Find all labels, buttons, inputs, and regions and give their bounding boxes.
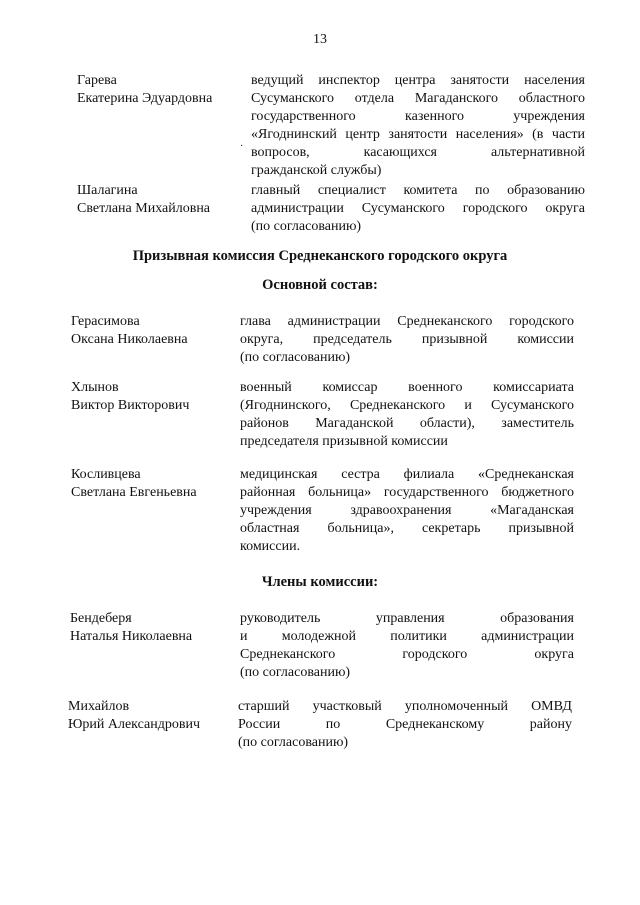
member-given-names: Светлана Евгеньевна bbox=[71, 485, 197, 500]
role-line: и молодежной политики администрации bbox=[240, 629, 574, 644]
member-given-names: Оксана Николаевна bbox=[71, 332, 188, 347]
commission-title: Призывная комиссия Среднеканского городского округа bbox=[132, 248, 508, 264]
member-surname: Шалагина bbox=[77, 183, 138, 198]
role-line: вопросов, касающихся альтернативной bbox=[251, 145, 585, 160]
member-surname: Хлынов bbox=[71, 380, 119, 395]
member-name bbox=[71, 313, 246, 349]
member-given-names: Екатерина Эдуардовна bbox=[77, 91, 213, 106]
member-surname: Михайлов bbox=[68, 699, 130, 714]
member-surname: Гарева bbox=[77, 73, 117, 88]
member-role bbox=[238, 698, 572, 752]
role-line: старший участковый уполномоченный ОМВД bbox=[238, 699, 572, 714]
member-entry bbox=[68, 698, 573, 754]
role-line: районная больница» государственного бюджетного bbox=[240, 485, 574, 500]
role-line: районов Магаданской области), заместитель bbox=[240, 416, 574, 431]
role-line: (по согласованию) bbox=[240, 665, 351, 680]
member-surname: Косливцева bbox=[71, 467, 141, 482]
role-line: комиссии. bbox=[240, 539, 301, 554]
member-name bbox=[68, 698, 243, 734]
member-entry bbox=[77, 72, 585, 182]
role-line: (Ягоднинского, Среднеканского и Сусуманского bbox=[240, 398, 574, 413]
member-given-names: Наталья Николаевна bbox=[70, 629, 193, 644]
member-name bbox=[71, 466, 246, 502]
role-line: главный специалист комитета по образованию bbox=[251, 183, 585, 198]
member-surname: Бендеберя bbox=[70, 611, 132, 626]
role-line: округа, председатель призывной комиссии bbox=[240, 332, 574, 347]
member-name bbox=[77, 182, 252, 218]
role-line: Сусуманского отдела Магаданского областного bbox=[251, 91, 585, 106]
member-role bbox=[240, 466, 574, 556]
role-line: ведущий инспектор центра занятости населения bbox=[251, 73, 585, 88]
member-role bbox=[240, 313, 574, 367]
member-given-names: Светлана Михайловна bbox=[77, 201, 211, 216]
member-role bbox=[240, 379, 574, 451]
member-entry bbox=[71, 313, 576, 369]
role-line: областная больница», секретарь призывной bbox=[240, 521, 574, 536]
role-line: «Ягоднинский центр занятости населения» (в части bbox=[251, 127, 585, 142]
member-entry bbox=[70, 610, 575, 684]
role-line: военный комиссар военного комиссариата bbox=[240, 380, 574, 395]
role-line: председателя призывной комиссии bbox=[240, 434, 448, 449]
role-line: Среднеканского городского округа bbox=[240, 647, 574, 662]
member-role bbox=[251, 182, 585, 236]
role-line: (по согласованию) bbox=[240, 350, 351, 365]
commission-members-heading: Члены комиссии: bbox=[261, 574, 379, 590]
role-line: (по согласованию) bbox=[251, 219, 362, 234]
role-line: гражданской службы) bbox=[251, 163, 382, 178]
member-entry bbox=[71, 466, 576, 558]
member-name bbox=[77, 72, 252, 108]
role-line: глава администрации Среднеканского городского bbox=[240, 314, 574, 329]
role-line: России по Среднеканскому району bbox=[238, 717, 572, 732]
main-composition-heading: Основной состав: bbox=[262, 277, 378, 293]
member-given-names: Юрий Александрович bbox=[68, 717, 200, 732]
role-line: руководитель управления образования bbox=[240, 611, 574, 626]
member-name bbox=[71, 379, 246, 415]
member-entry bbox=[77, 182, 585, 238]
stray-mark: · bbox=[240, 141, 244, 152]
member-role bbox=[240, 610, 574, 682]
member-entry bbox=[71, 379, 576, 453]
member-surname: Герасимова bbox=[71, 314, 140, 329]
member-given-names: Виктор Викторович bbox=[71, 398, 190, 413]
role-line: государственного казенного учреждения bbox=[251, 109, 585, 124]
role-line: администрации Сусуманского городского округа bbox=[251, 201, 585, 216]
role-line: учреждения здравоохранения «Магаданская bbox=[240, 503, 574, 518]
page-number: 13 bbox=[313, 32, 327, 47]
role-line: (по согласованию) bbox=[238, 735, 349, 750]
role-line: медицинская сестра филиала «Среднеканская bbox=[240, 467, 574, 482]
member-role bbox=[251, 72, 585, 180]
member-name bbox=[70, 610, 245, 646]
